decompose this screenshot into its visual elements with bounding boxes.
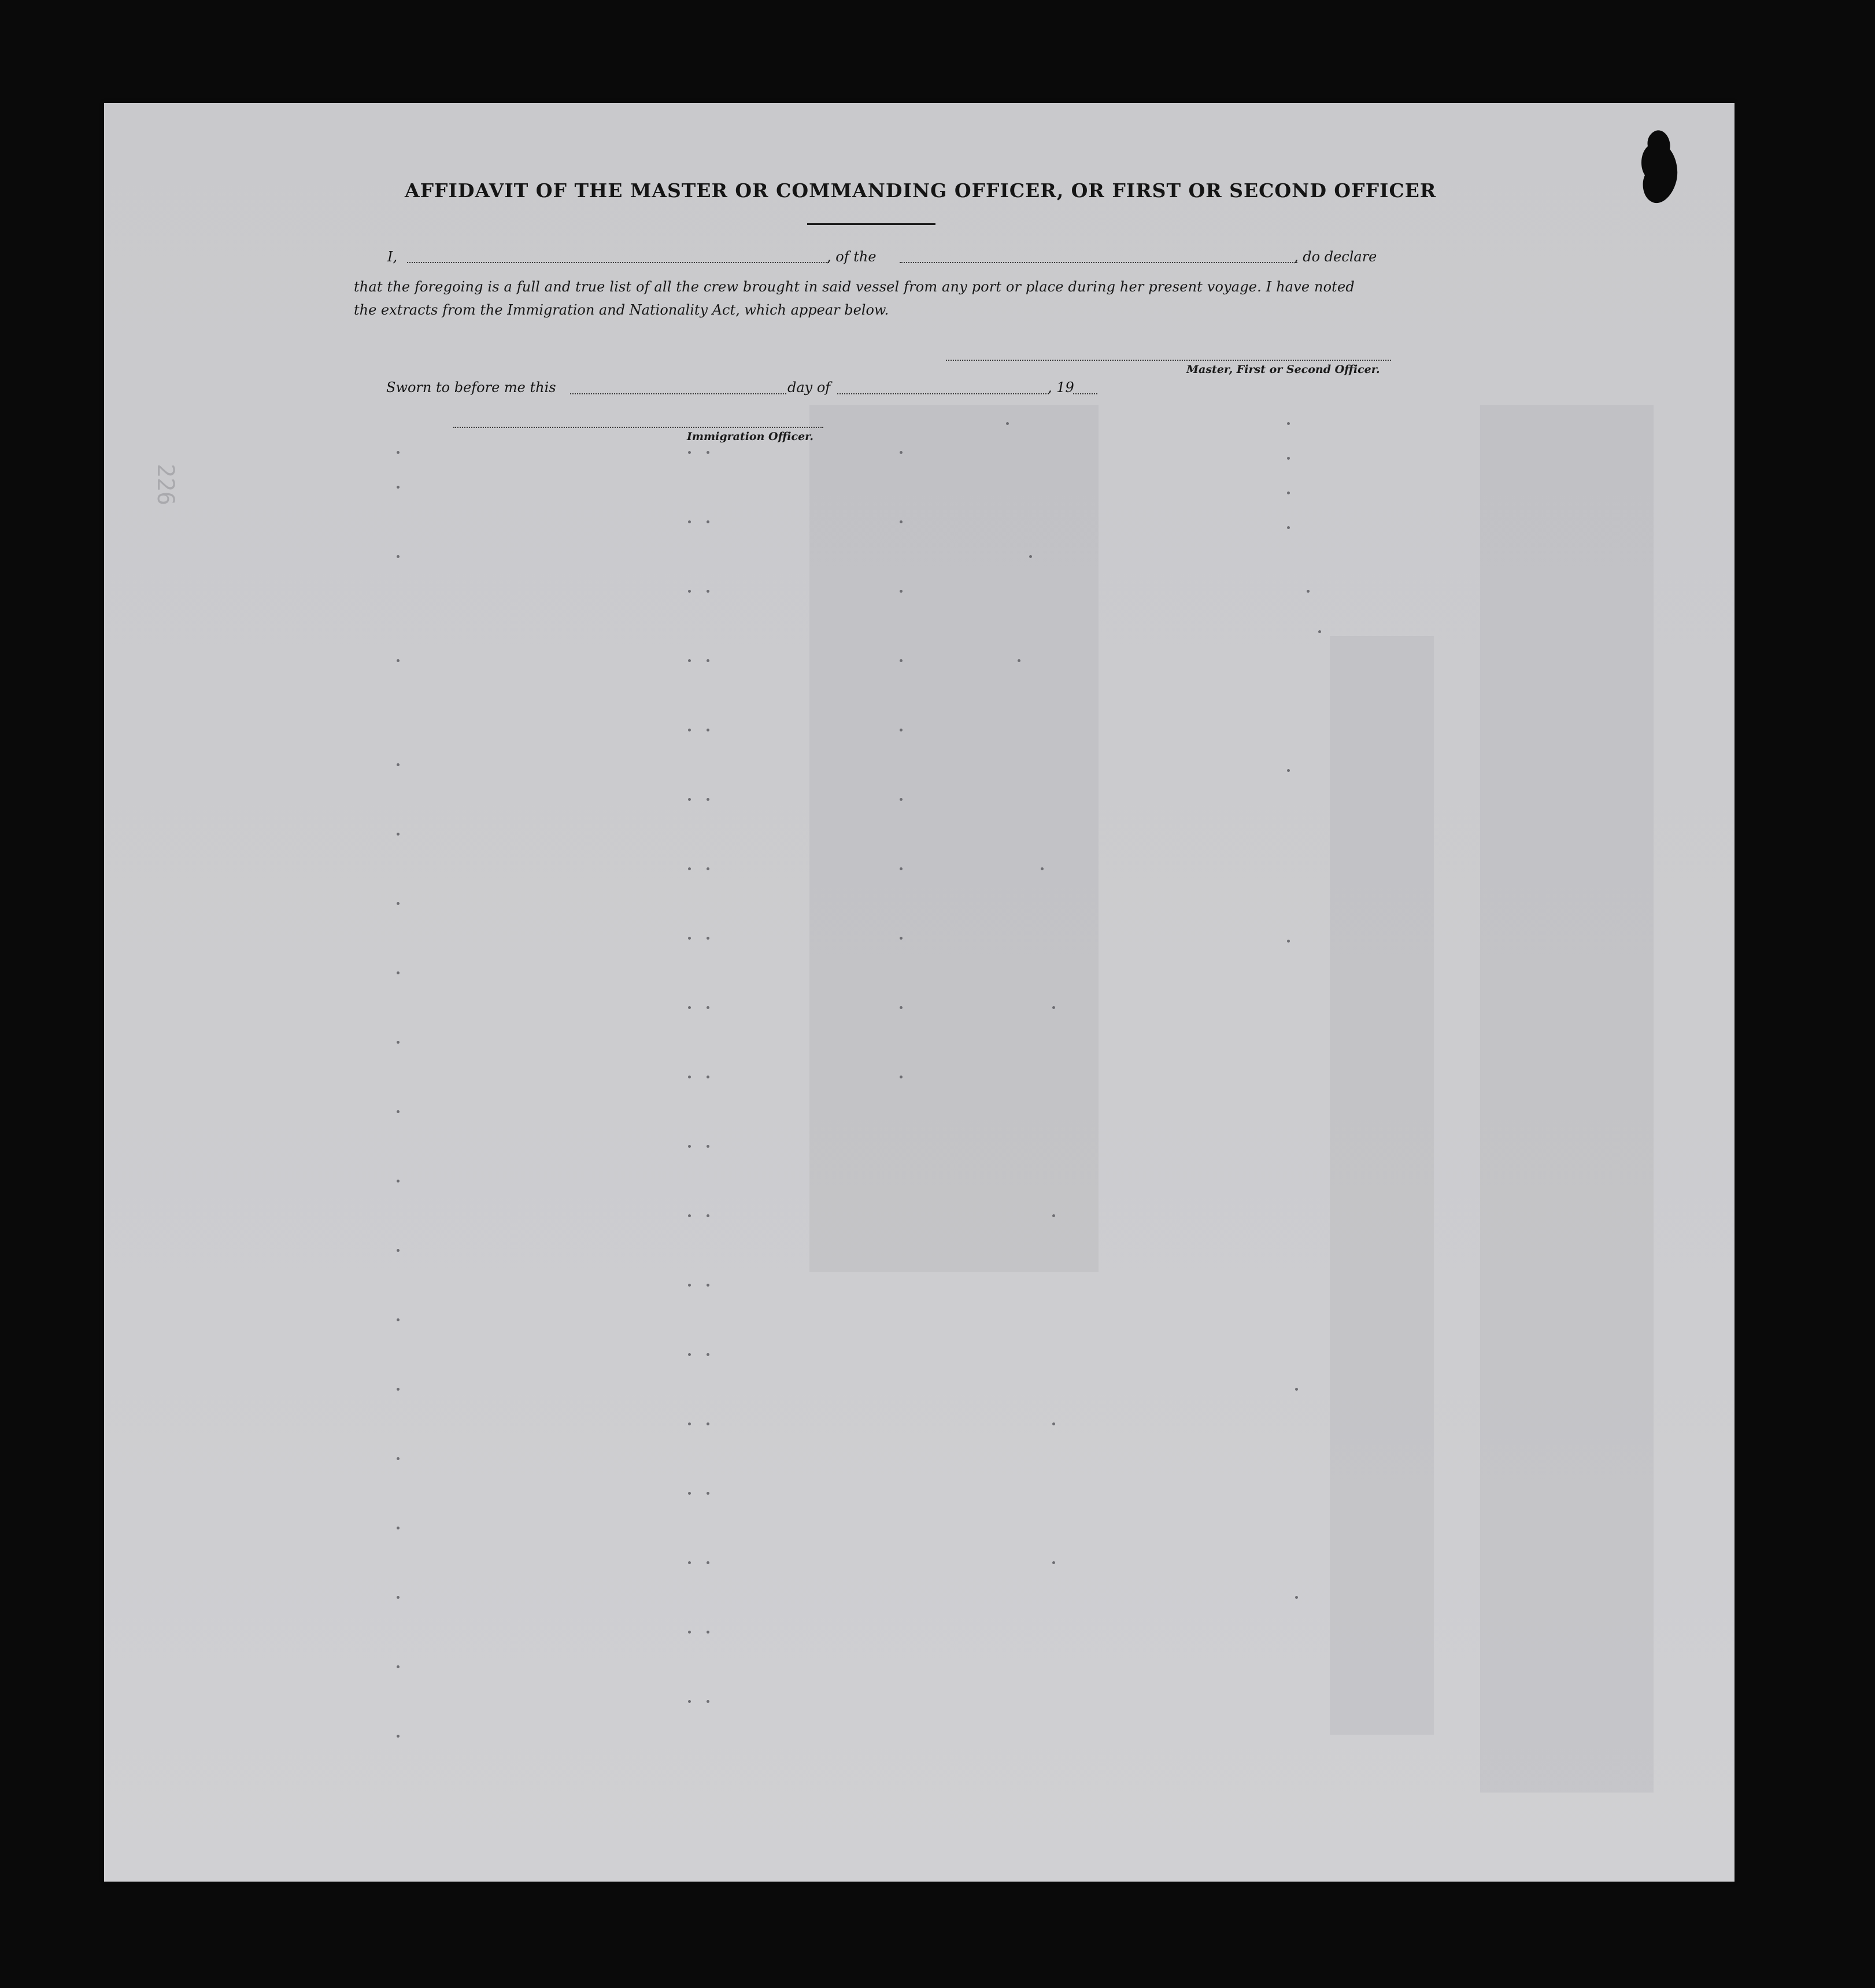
master-signature-field[interactable] xyxy=(946,360,1391,361)
affidavit-title: AFFIDAVIT OF THE MASTER OR COMMANDING OFFICER, OR FIRST OR SECOND OFFICER xyxy=(405,179,1437,202)
master-name-field[interactable] xyxy=(407,262,829,263)
immigration-officer-caption: Immigration Officer. xyxy=(687,430,814,443)
of-the-label: , of the xyxy=(827,249,877,265)
declaration-line-3: the extracts from the Immigration and Nationality Act, which appear below. xyxy=(354,302,889,318)
sworn-year-label: , 19 xyxy=(1048,379,1074,396)
do-declare-label: , do declare xyxy=(1294,249,1377,265)
declarant-prefix: I, xyxy=(387,249,398,265)
sworn-year-field[interactable] xyxy=(1073,393,1097,394)
title-underline xyxy=(807,223,935,225)
sworn-day-of-label: day of xyxy=(787,379,831,396)
declaration-line-2: that the foregoing is a full and true list of all the crew brought in said vessel from any port or place during her present voyage. I have noted xyxy=(354,279,1355,295)
ink-blot-mark xyxy=(1636,126,1682,207)
sworn-prefix: Sworn to before me this xyxy=(386,379,556,396)
sworn-month-field[interactable] xyxy=(837,393,1049,394)
bleed-through-column xyxy=(1480,405,1654,1793)
bleed-through-number: 226 xyxy=(152,463,179,506)
immigration-officer-signature-field[interactable] xyxy=(453,427,823,428)
master-signature-caption: Master, First or Second Officer. xyxy=(1186,363,1380,376)
bleed-through-column xyxy=(1330,636,1434,1735)
vessel-name-field[interactable] xyxy=(900,262,1297,263)
bleed-through-column xyxy=(809,405,1099,1272)
sworn-day-field[interactable] xyxy=(570,393,786,394)
